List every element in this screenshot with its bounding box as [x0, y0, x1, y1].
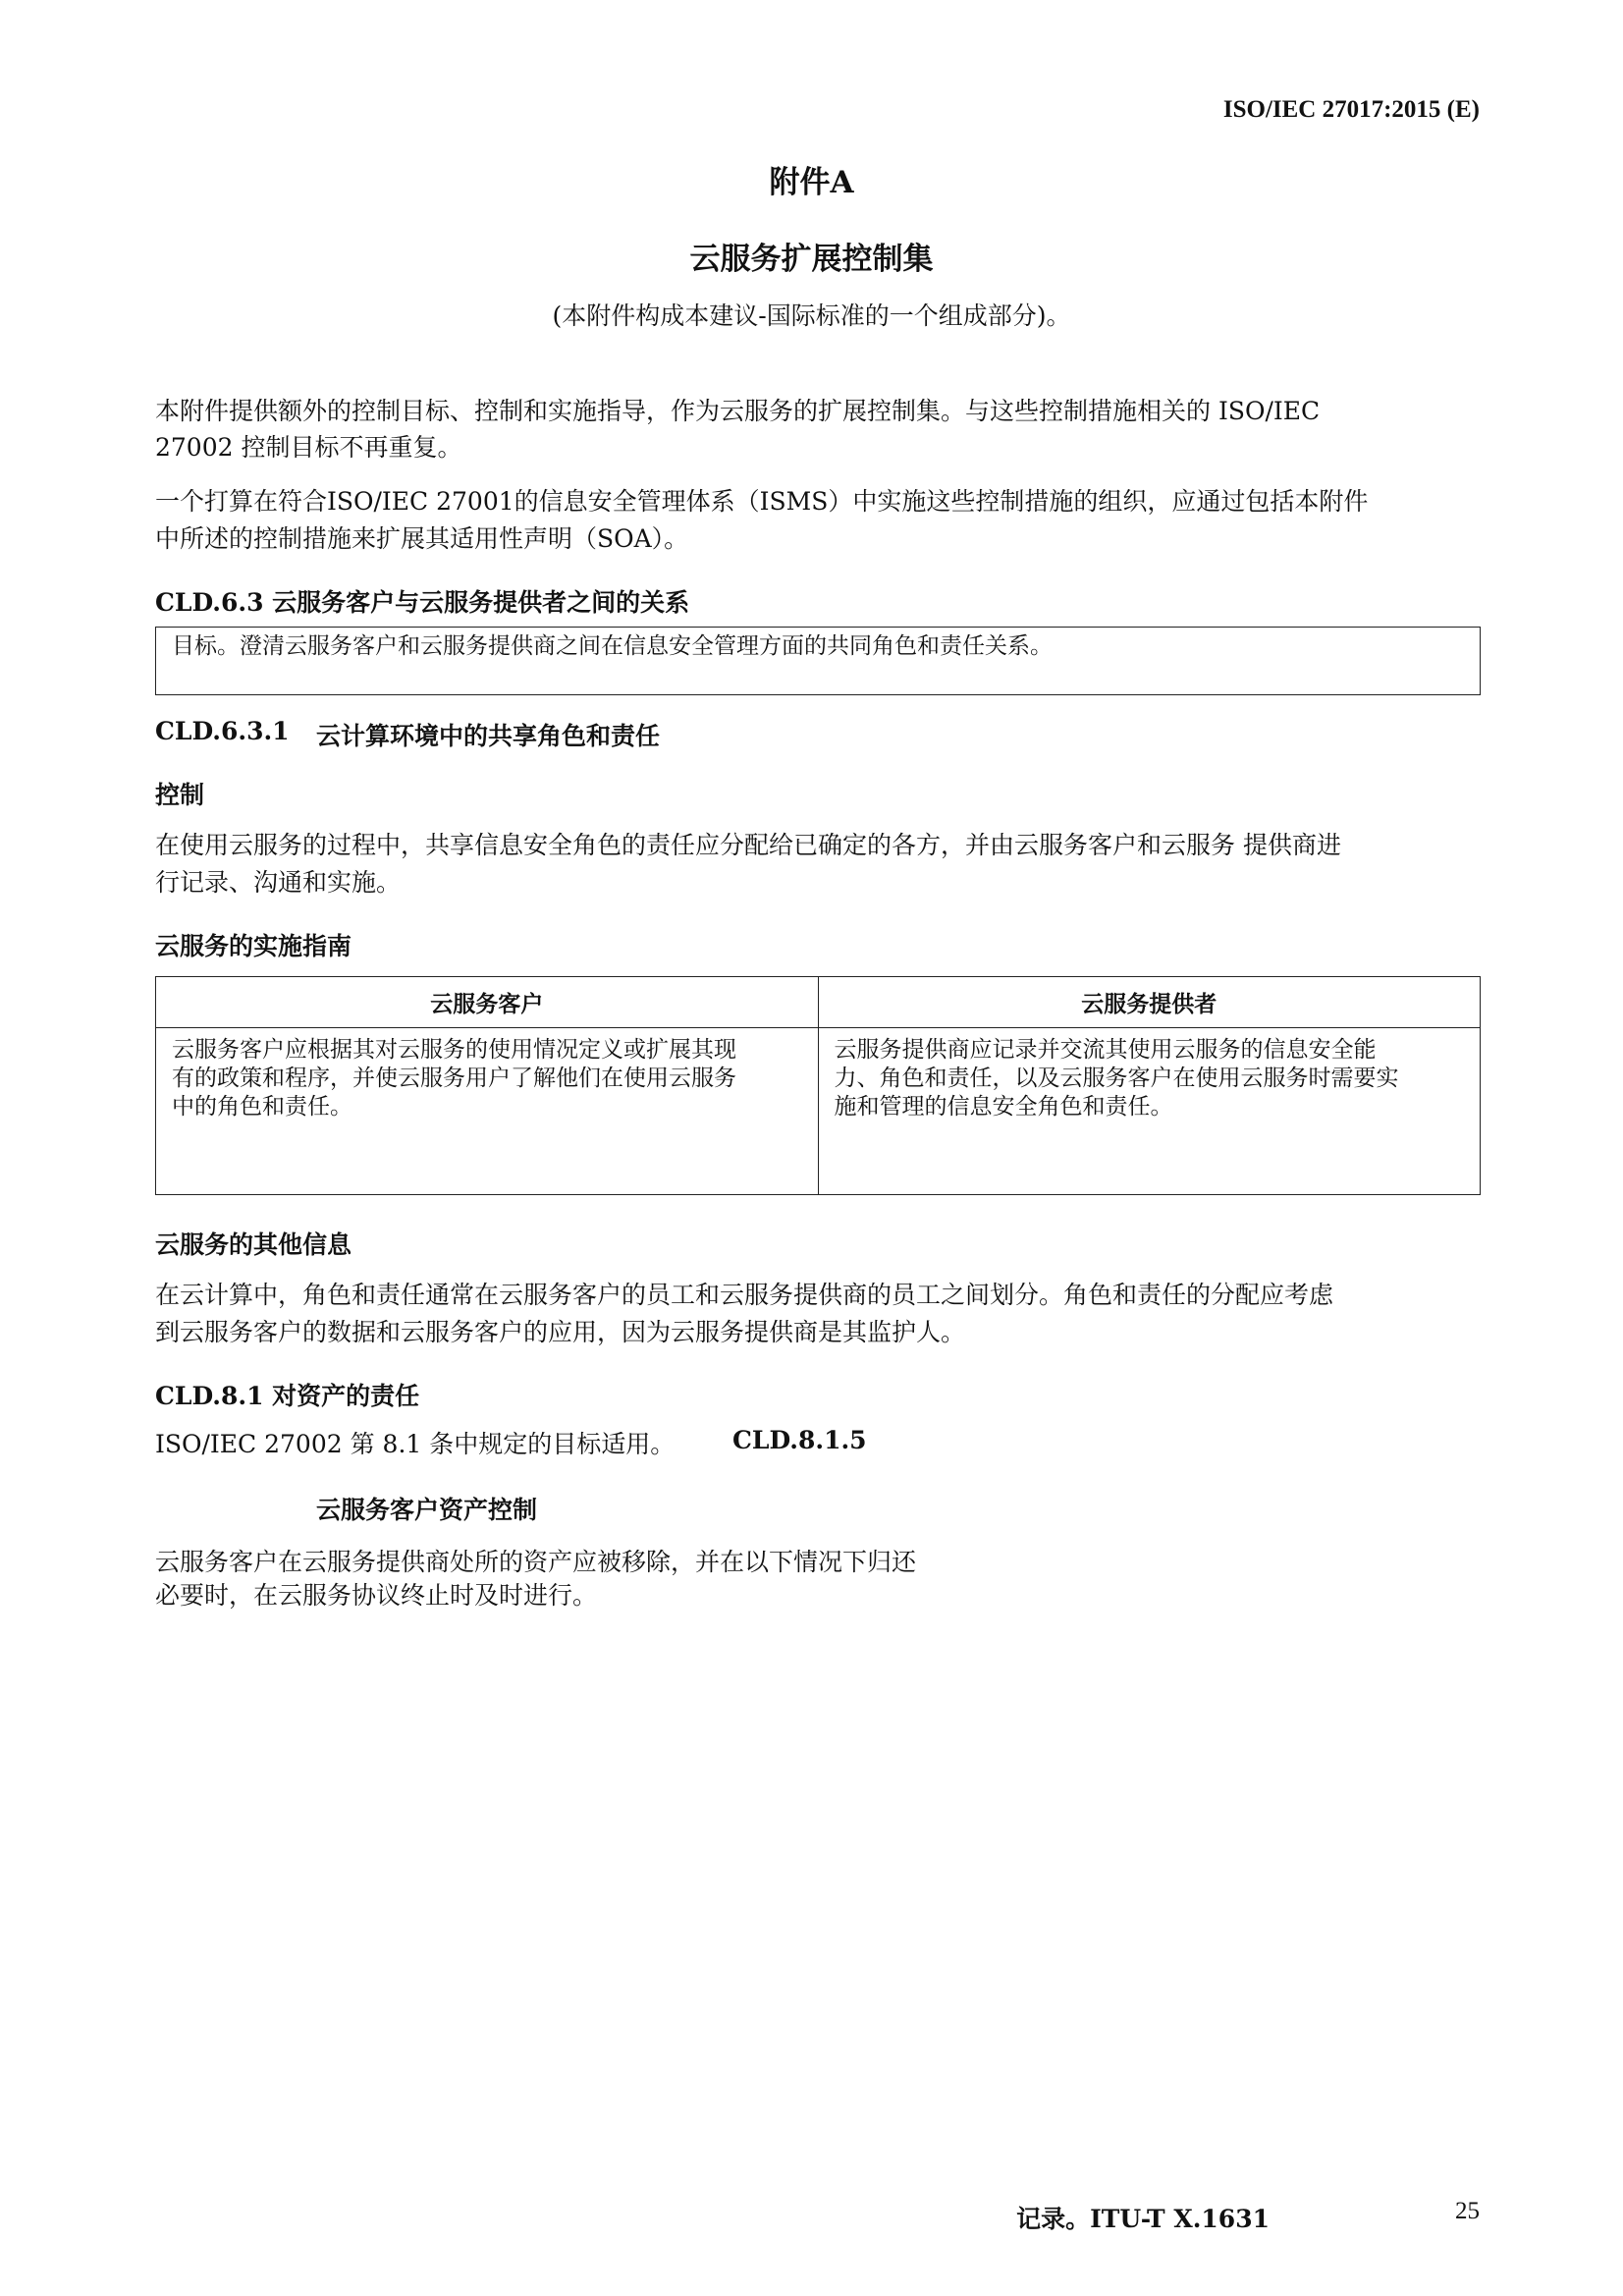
annex-title: 附件A: [769, 165, 854, 200]
customer-guidance-cell: [156, 1028, 819, 1195]
customer-guidance-line: 中的角色和责任。: [172, 1094, 352, 1120]
annex-note: (本附件构成本建议-国际标准的一个组成部分)。: [552, 301, 1071, 330]
provider-guidance-line: 力、角色和责任，以及云服务客户在使用云服务时需要实: [834, 1066, 1399, 1091]
provider-guidance-line: 云服务提供商应记录并交流其使用云服务的信息安全能: [834, 1037, 1377, 1063]
clause-number-cld-6-3-1: CLD.6.3.1: [155, 717, 290, 745]
provider-guidance-cell: [818, 1028, 1481, 1195]
other-info-line-1: 在云计算中，角色和责任通常在云服务客户的员工和云服务提供商的员工之间划分。角色和责任的分配应考虑: [155, 1281, 1334, 1309]
cld-8-1-text: ISO/IEC 27002 第 8.1 条中规定的目标适用。: [155, 1430, 676, 1458]
intro-paragraph-2-line-1: 一个打算在符合ISO/IEC 27001的信息安全管理体系（ISMS）中实施这些控制措施的组织，应通过包括本附件: [155, 487, 1369, 516]
table-header-row: [156, 977, 1481, 1028]
control-text-line-1: 在使用云服务的过程中，共享信息安全角色的责任应分配给已确定的各方，并由云服务客户和云服务 提供商进: [155, 831, 1341, 859]
guidance-heading: 云服务的实施指南: [155, 932, 352, 960]
provider-guidance-line: 施和管理的信息安全角色和责任。: [834, 1094, 1173, 1120]
guidance-table: [155, 976, 1481, 1195]
customer-guidance-line: 云服务客户应根据其对云服务的使用情况定义或扩展其现: [172, 1037, 736, 1063]
clause-number-cld-8-1-5: CLD.8.1.5: [732, 1426, 867, 1454]
column-header-customer: 云服务客户: [156, 977, 819, 1028]
other-info-heading: 云服务的其他信息: [155, 1230, 352, 1259]
footer-label: 记录。ITU-T X.1631: [1016, 2205, 1270, 2233]
table-row: [156, 1028, 1481, 1195]
objective-text: 目标。澄清云服务客户和云服务提供商之间在信息安全管理方面的共同角色和责任关系。: [172, 633, 1053, 659]
column-header-provider: 云服务提供者: [818, 977, 1481, 1028]
intro-paragraph-1-line-2: 27002 控制目标不再重复。: [155, 433, 462, 462]
clause-title-cld-6-3-1: 云计算环境中的共享角色和责任: [316, 722, 661, 750]
document-code: ISO/IEC 27017:2015 (E): [1222, 96, 1480, 123]
section-heading-cld-6-3: CLD.6.3 云服务客户与云服务提供者之间的关系: [155, 588, 690, 617]
cld-8-1-5-line-2: 必要时，在云服务协议终止时及时进行。: [155, 1581, 598, 1610]
objective-box: [155, 627, 1481, 695]
annex-subtitle: 云服务扩展控制集: [689, 242, 934, 277]
clause-title-cld-8-1-5: 云服务客户资产控制: [316, 1496, 538, 1524]
page-number: 25: [1455, 2198, 1480, 2224]
intro-paragraph-2-line-2: 中所述的控制措施来扩展其适用性声明（SOA）。: [155, 524, 689, 553]
section-heading-cld-8-1: CLD.8.1 对资产的责任: [155, 1382, 420, 1410]
control-heading: 控制: [155, 781, 205, 809]
cld-8-1-5-line-1: 云服务客户在云服务提供商处所的资产应被移除，并在以下情况下归还: [155, 1548, 917, 1576]
control-text-line-2: 行记录、沟通和实施。: [155, 868, 402, 897]
intro-paragraph-1-line-1: 本附件提供额外的控制目标、控制和实施指导，作为云服务的扩展控制集。与这些控制措施相关的 ISO/IEC: [155, 397, 1321, 425]
other-info-line-2: 到云服务客户的数据和云服务客户的应用，因为云服务提供商是其监护人。: [155, 1318, 966, 1346]
customer-guidance-line: 有的政策和程序，并使云服务用户了解他们在使用云服务: [172, 1066, 736, 1091]
